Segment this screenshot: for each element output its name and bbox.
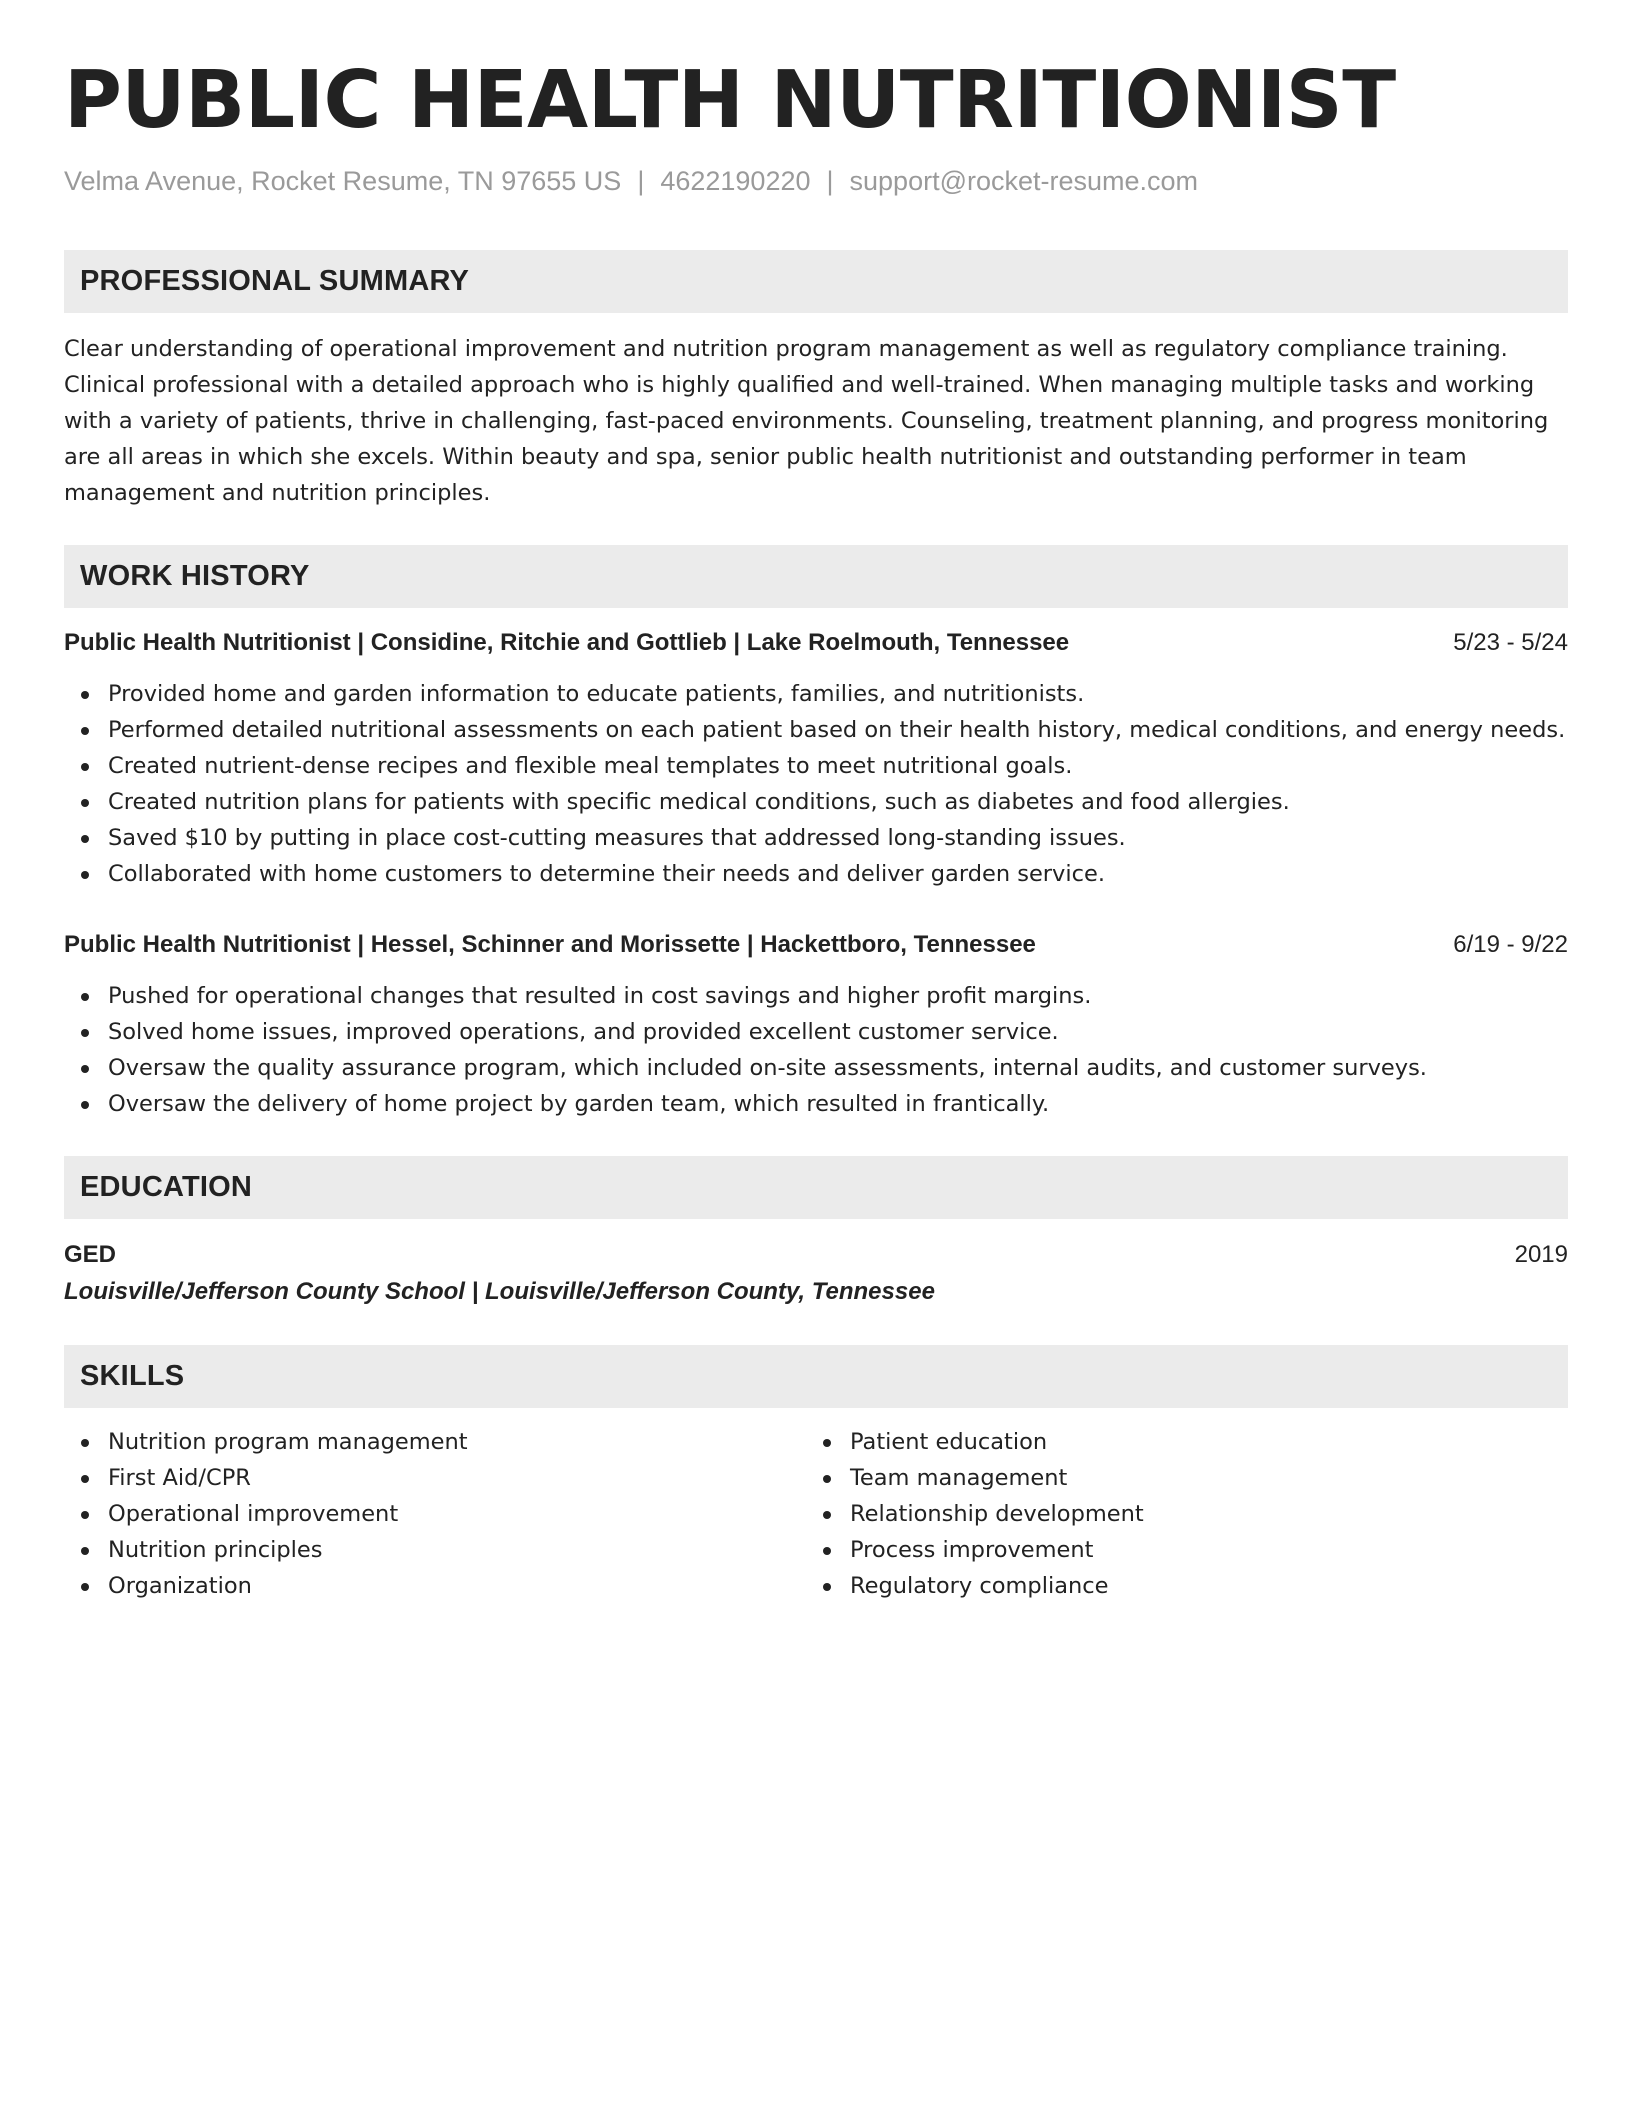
contact-email: support@rocket-resume.com — [849, 166, 1199, 196]
job-bullet: Performed detailed nutritional assessments on each patient based on their health history, medical conditions, and energy needs. — [64, 712, 1568, 748]
job-entry — [64, 626, 1568, 892]
job-entry — [64, 928, 1568, 1122]
job-bullet: Collaborated with home customers to determine their needs and deliver garden service. — [64, 856, 1568, 892]
skill-item: Patient education — [806, 1424, 1548, 1460]
section-header-summary: PROFESSIONAL SUMMARY — [64, 250, 1568, 313]
skill-item: Nutrition principles — [64, 1532, 806, 1568]
job-bullet: Solved home issues, improved operations, and provided excellent customer service. — [64, 1014, 1568, 1050]
resume-page — [64, 50, 1568, 1604]
education-school: Louisville/Jefferson County School | Louisville/Jefferson County, Tennessee — [64, 1278, 935, 1305]
job-title: Public Health Nutritionist | Considine, Ritchie and Gottlieb | Lake Roelmouth, Tennessee — [64, 629, 1070, 656]
contact-separator: | — [826, 166, 834, 196]
skill-item: Operational improvement — [64, 1496, 806, 1532]
skill-item: Relationship development — [806, 1496, 1548, 1532]
education-year: 2019 — [1514, 1241, 1568, 1268]
skill-item: Regulatory compliance — [806, 1568, 1548, 1604]
job-bullet: Created nutrition plans for patients with specific medical conditions, such as diabetes and food allergies. — [64, 784, 1568, 820]
job-dates: 5/23 - 5/24 — [1453, 629, 1568, 656]
job-bullet: Oversaw the quality assurance program, which included on-site assessments, internal audits, and customer surveys. — [64, 1050, 1568, 1086]
section-header-work-history: WORK HISTORY — [64, 545, 1568, 608]
job-bullets — [64, 676, 1568, 892]
summary-text: Clear understanding of operational improvement and nutrition program management as well as regulatory compliance training. Clinical professional with a detailed approach who is highly qualified and well-trained. When managing multiple tasks and working with a variety of patients, thrive in challenging, fast-paced environments. Counseling, treatment planning, and progress monitoring are all areas in which she excels. Within beauty and spa, senior public health nutritionist and outstanding performer in team management and nutrition principles. — [64, 336, 1549, 506]
skill-item: Nutrition program management — [64, 1424, 806, 1460]
skill-item: First Aid/CPR — [64, 1460, 806, 1496]
education-degree: GED — [64, 1241, 117, 1268]
skill-item: Process improvement — [806, 1532, 1548, 1568]
job-bullet: Saved $10 by putting in place cost-cutting measures that addressed long-standing issues. — [64, 820, 1568, 856]
job-header — [64, 928, 1568, 962]
section-header-education: EDUCATION — [64, 1156, 1568, 1219]
education-header — [64, 1237, 1568, 1273]
contact-separator: | — [637, 166, 645, 196]
section-header-skills: SKILLS — [64, 1345, 1568, 1408]
contact-phone: 4622190220 — [660, 166, 811, 196]
skills-column-left — [64, 1424, 806, 1604]
skill-item: Team management — [806, 1460, 1548, 1496]
skill-item: Organization — [64, 1568, 806, 1604]
skills-grid — [64, 1424, 1568, 1604]
job-bullet: Oversaw the delivery of home project by garden team, which resulted in frantically. — [64, 1086, 1568, 1122]
job-bullet: Created nutrient-dense recipes and flexible meal templates to meet nutritional goals. — [64, 748, 1568, 784]
job-bullet: Pushed for operational changes that resulted in cost savings and higher profit margins. — [64, 978, 1568, 1014]
job-header — [64, 626, 1568, 660]
job-bullet: Provided home and garden information to educate patients, families, and nutritionists. — [64, 676, 1568, 712]
resume-title: PUBLIC HEALTH NUTRITIONIST — [64, 54, 1396, 146]
job-bullets — [64, 978, 1568, 1122]
contact-address: Velma Avenue, Rocket Resume, TN 97655 US — [64, 166, 622, 196]
job-title: Public Health Nutritionist | Hessel, Schinner and Morissette | Hackettboro, Tennessee — [64, 931, 1036, 958]
job-dates: 6/19 - 9/22 — [1453, 931, 1568, 958]
education-entry — [64, 1237, 1568, 1311]
contact-line — [64, 164, 1568, 198]
skills-column-right — [806, 1424, 1548, 1604]
